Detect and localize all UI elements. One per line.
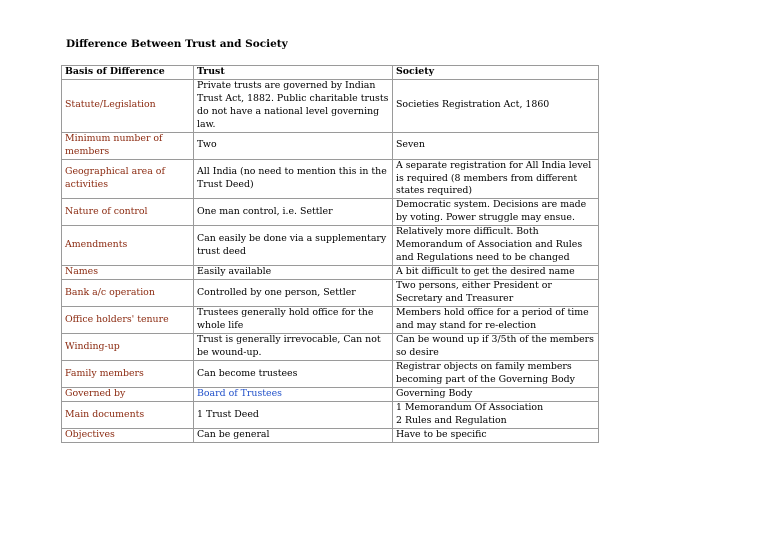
table-row <box>62 199 599 226</box>
basis-cell: Statute/Legislation <box>62 79 194 132</box>
trust-cell: One man control, i.e. Settler <box>194 199 393 226</box>
society-cell: Democratic system. Decisions are made by voting. Power struggle may ensue. <box>393 199 599 226</box>
basis-cell: Names <box>62 266 194 280</box>
table-row <box>62 360 599 387</box>
header-trust: Trust <box>194 66 393 80</box>
society-cell: Societies Registration Act, 1860 <box>393 79 599 132</box>
society-cell: A separate registration for All India level is required (8 members from different states required) <box>393 159 599 198</box>
trust-cell: Two <box>194 132 393 159</box>
society-cell: Can be wound up if 3/5th of the members so desire <box>393 333 599 360</box>
basis-cell: Office holders' tenure <box>62 306 194 333</box>
society-cell: Members hold office for a period of time and may stand for re-election <box>393 306 599 333</box>
basis-cell: Main documents <box>62 401 194 428</box>
trust-cell: Can be general <box>194 428 393 442</box>
trust-cell: Controlled by one person, Settler <box>194 279 393 306</box>
trust-cell: Trust is generally irrevocable, Can not be wound-up. <box>194 333 393 360</box>
table-row <box>62 226 599 266</box>
table-row <box>62 279 599 306</box>
basis-cell: Bank a/c operation <box>62 279 194 306</box>
trust-cell: 1 Trust Deed <box>194 401 393 428</box>
header-society: Society <box>393 66 599 80</box>
basis-cell: Winding-up <box>62 333 194 360</box>
document-title: Difference Between Trust and Society <box>66 38 288 50</box>
basis-cell: Minimum number of members <box>62 132 194 159</box>
table-row <box>62 79 599 132</box>
table-row <box>62 401 599 428</box>
society-cell: Governing Body <box>393 387 599 401</box>
basis-cell: Geographical area of activities <box>62 159 194 198</box>
table-row <box>62 306 599 333</box>
society-cell: Registrar objects on family members becoming part of the Governing Body <box>393 360 599 387</box>
basis-cell: Governed by <box>62 387 194 401</box>
table-row <box>62 266 599 280</box>
basis-cell: Objectives <box>62 428 194 442</box>
basis-cell: Nature of control <box>62 199 194 226</box>
header-basis: Basis of Difference <box>62 66 194 80</box>
basis-cell: Amendments <box>62 226 194 266</box>
society-cell: Have to be specific <box>393 428 599 442</box>
trust-cell: Private trusts are governed by Indian Trust Act, 1882. Public charitable trusts do not have a national level governing law. <box>194 79 393 132</box>
trust-cell: All India (no need to mention this in the Trust Deed) <box>194 159 393 198</box>
society-cell: Seven <box>393 132 599 159</box>
board-of-trustees-link[interactable]: Board of Trustees <box>194 387 393 401</box>
table-row <box>62 333 599 360</box>
society-cell: 1 Memorandum Of Association 2 Rules and Regulation <box>393 401 599 428</box>
society-cell: A bit difficult to get the desired name <box>393 266 599 280</box>
table-row <box>62 387 599 401</box>
table-row <box>62 159 599 198</box>
table-row <box>62 132 599 159</box>
table-header-row <box>62 66 599 80</box>
trust-cell: Can become trustees <box>194 360 393 387</box>
comparison-table <box>61 65 599 443</box>
trust-cell: Can easily be done via a supplementary trust deed <box>194 226 393 266</box>
table-row <box>62 428 599 442</box>
basis-cell: Family members <box>62 360 194 387</box>
trust-cell: Trustees generally hold office for the whole life <box>194 306 393 333</box>
trust-cell: Easily available <box>194 266 393 280</box>
society-cell: Two persons, either President or Secretary and Treasurer <box>393 279 599 306</box>
society-cell: Relatively more difficult. Both Memorandum of Association and Rules and Regulations need to be changed <box>393 226 599 266</box>
